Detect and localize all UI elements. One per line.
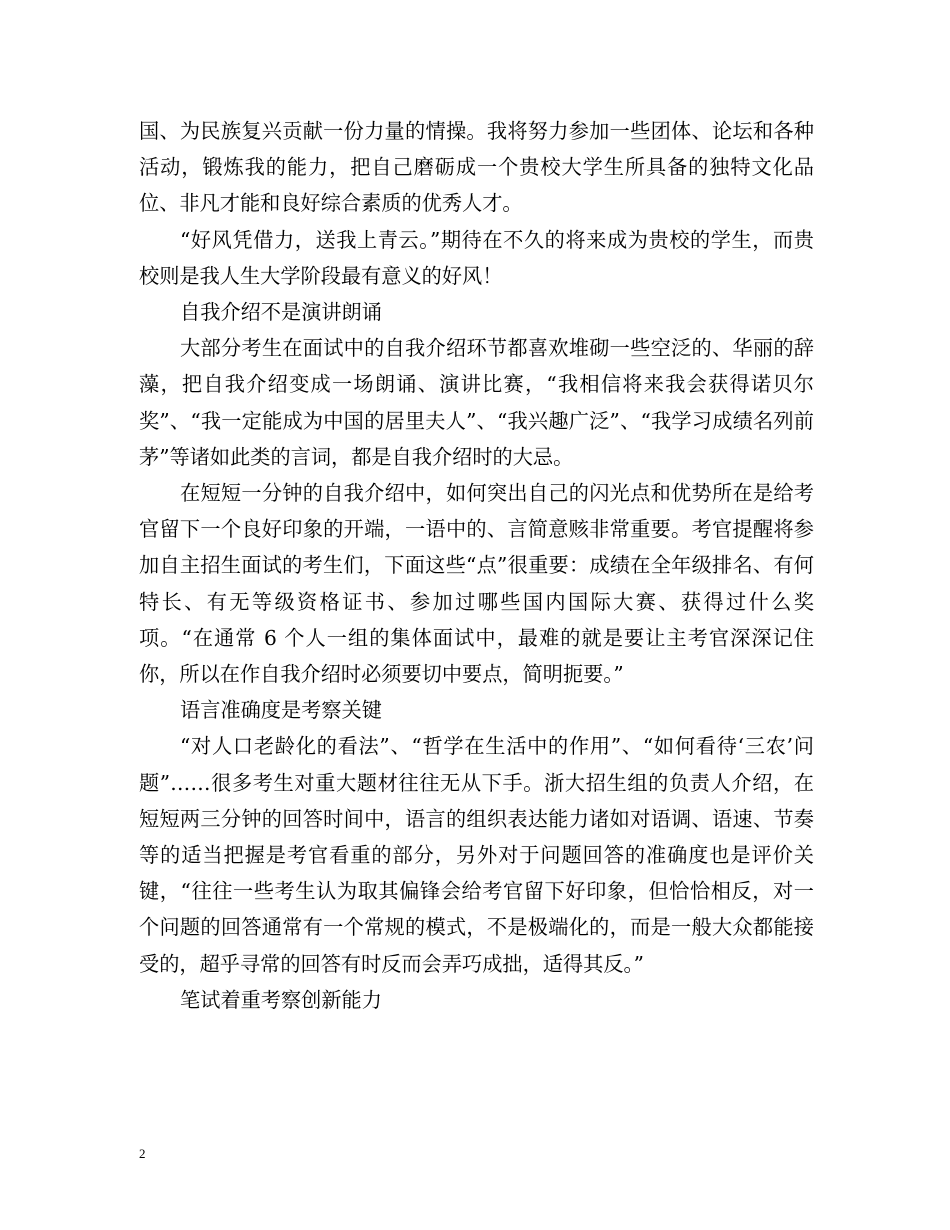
page-number: 2 — [139, 1146, 146, 1161]
section-heading-language-accuracy: 语言准确度是考察关键 — [180, 698, 382, 723]
section-heading-self-introduction: 自我介绍不是演讲朗诵 — [180, 300, 382, 325]
paragraph-quote: “好风凭借力，送我上青云。”期待在不久的将来成为贵校的学生，而贵校则是我人生大学阶段最有意义的好风！ — [139, 227, 814, 288]
document-body — [139, 113, 814, 1018]
paragraph-continuation: 国、为民族复兴贡献一份力量的情操。我将努力参加一些团体、论坛和各种活动，锻炼我的能力，把自己磨砺成一个贵校大学生所具备的独特文化品位、非凡才能和良好综合素质的优秀人才。 — [139, 119, 814, 216]
paragraph-language-accuracy: “对人口老龄化的看法”、“哲学在生活中的作用”、“如何看待‘三农’问题”……很多考生对重大题材往往无从下手。浙大招生组的负责人介绍，在短短两三分钟的回答时间中，语言的组织表达能力诸如对语调、语速、节奏等的适当把握是考官看重的部分，另外对于问题回答的准确度也是评价关键，“往往一些考生认为取其偏锋会给考官留下好印象，但恰恰相反，对一个问题的回答通常有一个常规的模式，不是极端化的，而是一般大众都能接受的，超乎寻常的回答有时反而会弄巧成拙，适得其反。” — [139, 734, 814, 976]
section-heading-written-test: 笔试着重考察创新能力 — [180, 987, 382, 1012]
paragraph-self-introduction-tips: 在短短一分钟的自我介绍中，如何突出自己的闪光点和优势所在是给考官留下一个良好印象的开端，一语中的、言简意赅非常重要。考官提醒将参加自主招生面试的考生们，下面这些“点”很重要：成绩在全年级排名、有何特长、有无等级资格证书、参加过哪些国内国际大赛、获得过什么奖项。“在通常 6 个人一组的集体面试中，最难的就是要让主考官深深记住你，所以在作自我介绍时必须要切中要点，简明扼要。” — [139, 481, 814, 687]
paragraph-self-introduction-mistakes: 大部分考生在面试中的自我介绍环节都喜欢堆砌一些空泛的、华丽的辞藻，把自我介绍变成一场朗诵、演讲比赛，“我相信将来我会获得诺贝尔奖”、“我一定能成为中国的居里夫人”、“我兴趣广泛”、“我学习成绩名列前茅”等诸如此类的言词，都是自我介绍时的大忌。 — [139, 336, 814, 469]
